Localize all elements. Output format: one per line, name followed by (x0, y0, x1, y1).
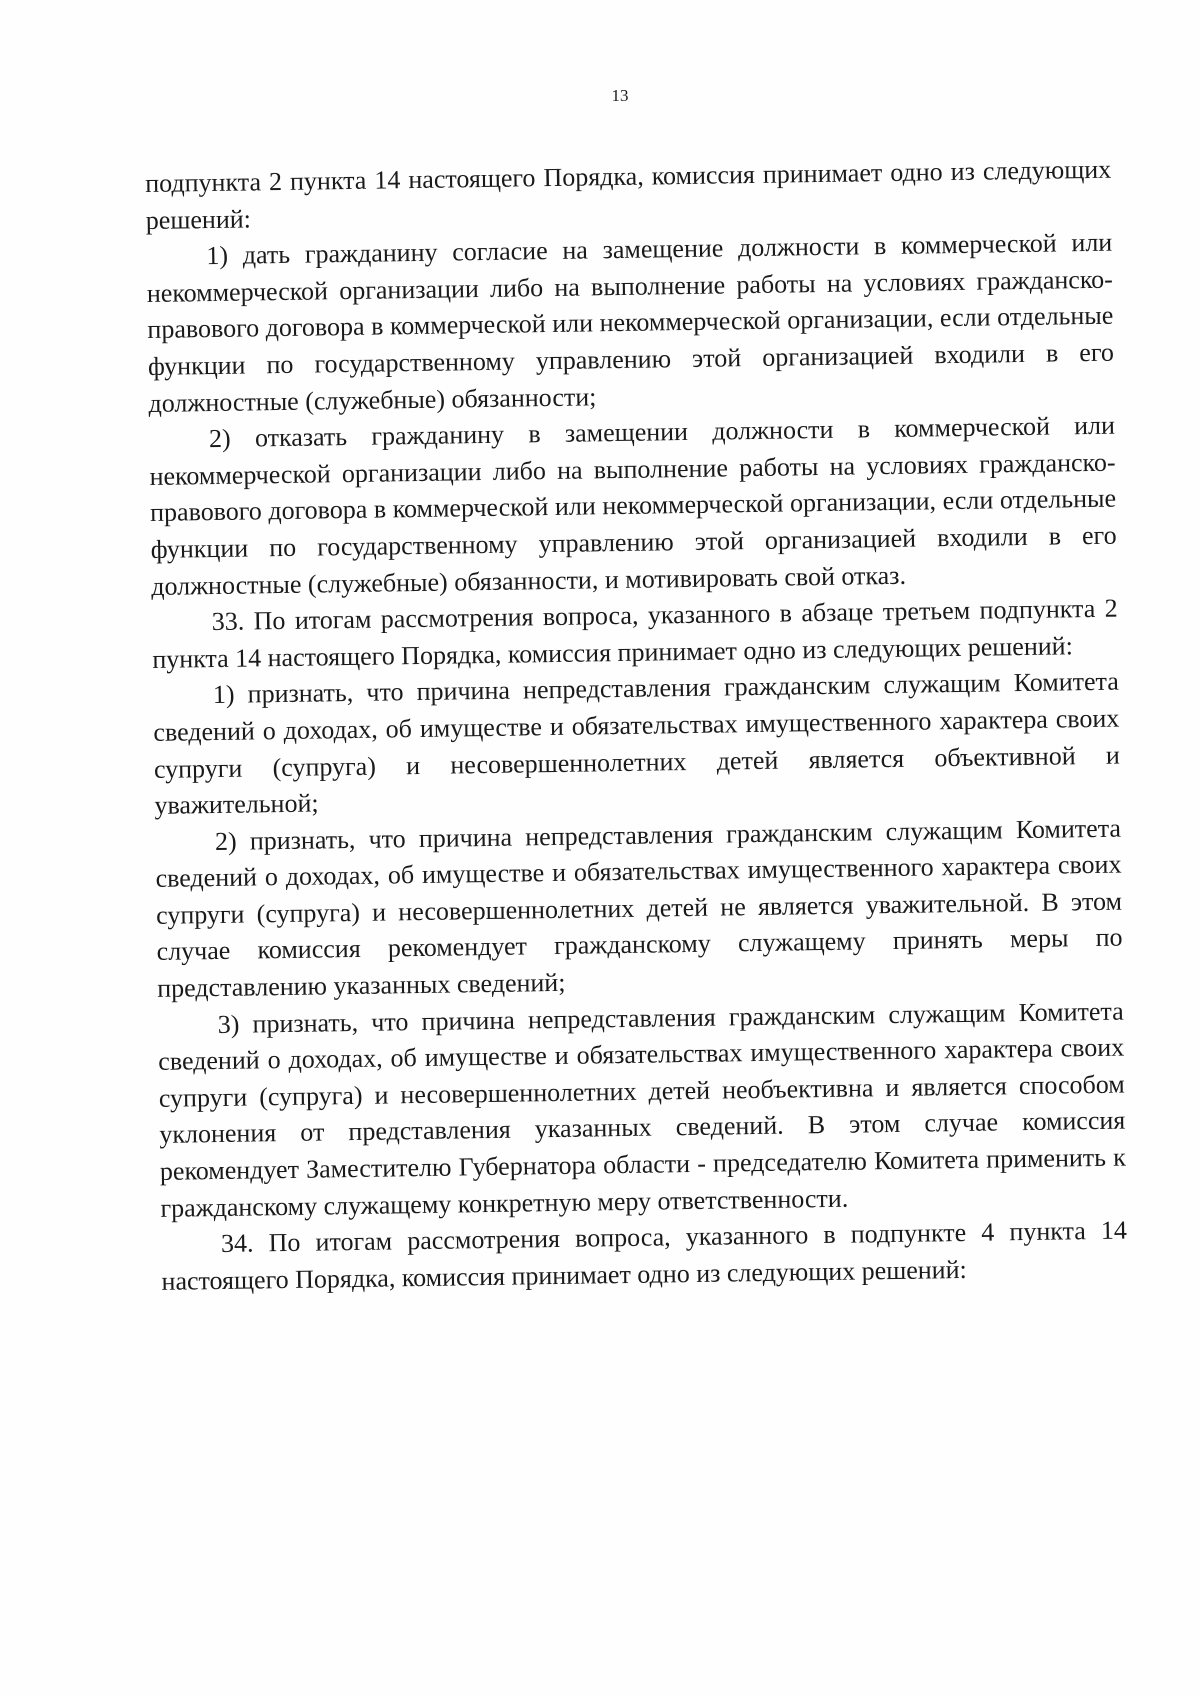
paragraph-33-item-1: 1) признать, что причина непредставления гражданским служащим Комитета сведений о доходах, об имуществе и обязательствах имущественного характера своих супруги (супруга) и несовершеннолетних детей является объективной и уважительной; (153, 666, 1121, 821)
paragraph-continuation: подпункта 2 пункта 14 настоящего Порядка, комиссия принимает одно из следующих решений: (145, 154, 1112, 235)
paragraph-item-2-refusal: 2) отказать гражданину в замещении должности в коммерческой или некоммерческой организации либо на выполнение работы на условиях гражданско-правового договора в коммерческой или некоммерческой организации, если отдельные функции по государственному управлению этой организацией входили в его должностные (служебные) обязанности, и мотивировать свой отказ. (149, 410, 1117, 601)
paragraph-33-item-3: 3) признать, что причина непредставления гражданским служащим Комитета сведений о доходах, об имуществе и обязательствах имущественного характера своих супруги (супруга) и несовершеннолетних детей необъективна и является способом уклонения от представления указанных сведений. В этом случае комиссия рекомендует Заместителю Губернатора области - председателю Комитета применить к гражданскому служащему конкретную меру ответственности. (158, 996, 1127, 1223)
paragraph-section-34: 34. По итогам рассмотрения вопроса, указанного в подпункте 4 пункта 14 настоящего Порядка, комиссия принимает одно из следующих решений: (161, 1215, 1128, 1296)
page-number: 13 (611, 86, 629, 105)
paragraph-33-item-2: 2) признать, что причина непредставления гражданским служащим Комитета сведений о доходах, об имуществе и обязательствах имущественного характера своих супруги (супруга) и несовершеннолетних детей не является уважительной. В этом случае комиссия рекомендует гражданскому служащему принять меры по представлению указанных сведений; (155, 813, 1123, 1003)
paragraph-section-33: 33. По итогам рассмотрения вопроса, указанного в абзаце третьем подпункта 2 пункта 14 настоящего Порядка, комиссия принимает одно из следующих решений: (152, 593, 1118, 674)
document-body (145, 152, 1128, 1301)
paragraph-item-1-consent: 1) дать гражданину согласие на замещение должности в коммерческой или некоммерческой организации либо на выполнение работы на условиях гражданско-правового договора в коммерческой или некоммерческой организации, если отдельные функции по государственному управлению этой организацией входили в его должностные (служебные) обязанности; (146, 227, 1115, 418)
